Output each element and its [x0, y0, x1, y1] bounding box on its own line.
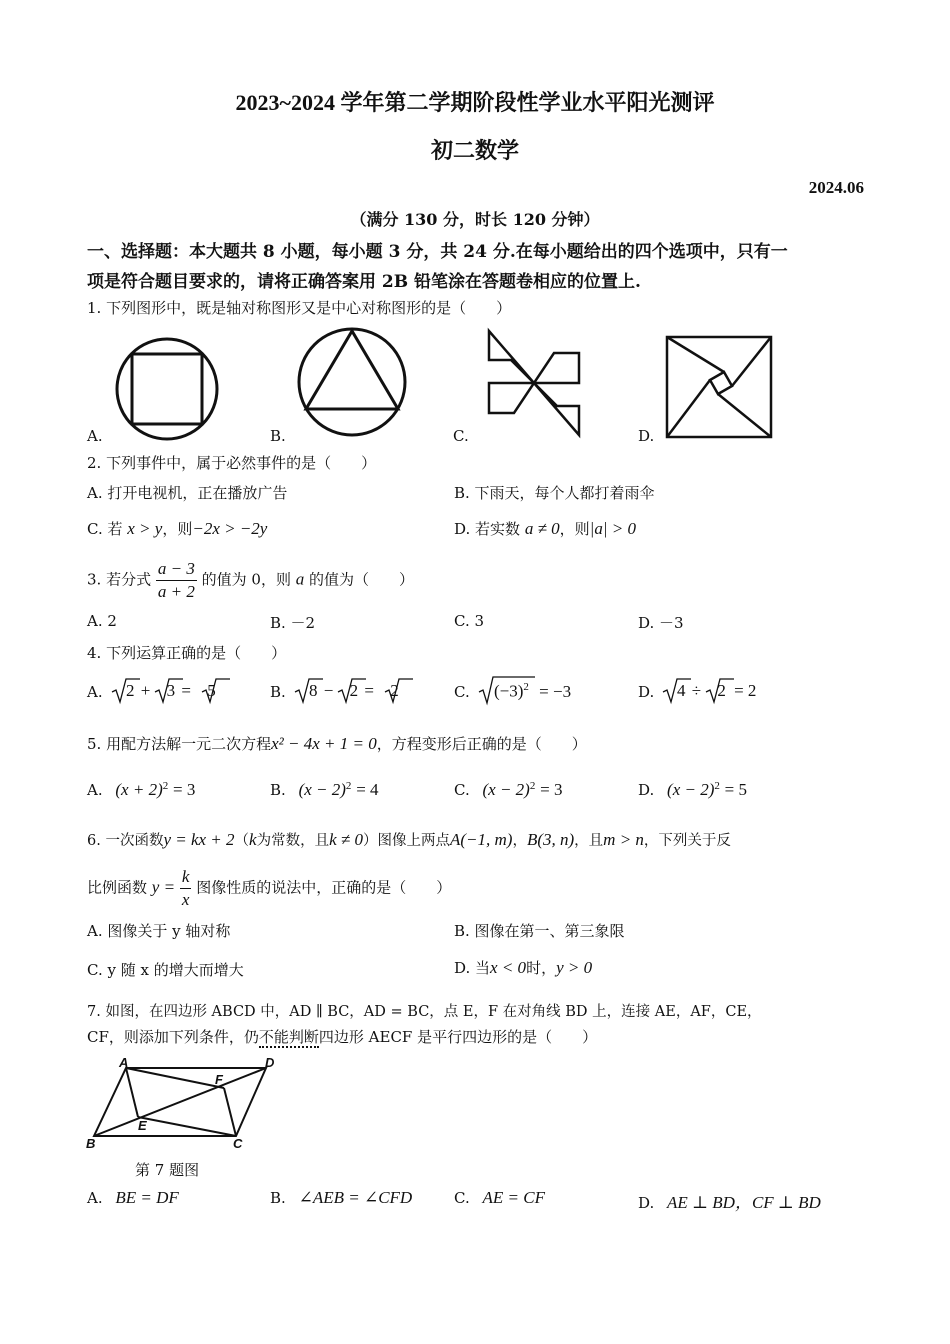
q4-a-2: 3 — [166, 681, 176, 700]
q6-option-d — [454, 957, 592, 978]
q7-c-label: C. — [454, 1189, 470, 1207]
q6-l1-point-b: B(3, n) — [526, 830, 575, 849]
q6-l1-a: 6. 一次函数 — [87, 833, 164, 849]
q6-l2-den: x — [181, 890, 190, 909]
q4-d-expr — [677, 681, 756, 701]
q7-a-text: BE = DF — [115, 1188, 179, 1207]
q1-option-a: A. — [87, 427, 103, 445]
q6-l1-point-a: A(−1, m) — [449, 830, 513, 849]
q2-c-math1: x > y — [127, 519, 163, 538]
q1-option-c: C. — [453, 427, 469, 445]
q4-b-3: 2 — [390, 681, 399, 700]
q5-a-base: (x + 2) — [115, 780, 163, 799]
q5-b-base: (x − 2) — [298, 780, 346, 799]
q3-stem-var: a — [295, 569, 305, 589]
exam-subject: 初二数学 — [430, 138, 519, 163]
q3-stem-post: 的值为（ ） — [309, 570, 415, 589]
q7-c-text: AE = CF — [482, 1188, 545, 1207]
q7-b-text: ∠AEB = ∠CFD — [298, 1188, 413, 1207]
q7-line1: 7. 如图，在四边形 ABCD 中，AD ∥ BC，AD = BC，点 E，F 在对角线 BD 上，连接 AE，AF，CE， — [87, 1004, 762, 1020]
q7-label-e: E — [138, 1118, 147, 1133]
q4-a-eq: = — [181, 681, 191, 700]
q5-a-exp: 2 — [162, 780, 169, 792]
q1-option-b: B. — [270, 427, 286, 445]
q1-stem: 1. 下列图形中，既是轴对称图形又是中心对称图形的是（ ） — [87, 299, 512, 317]
q4-d-rhs: = 2 — [734, 681, 757, 700]
q4-b-eq: = — [364, 681, 374, 700]
section1-line1: 一、选择题：本大题共 8 小题，每小题 3 分，共 24 分.在每小题给出的四个选项中，只有一 — [87, 242, 788, 262]
q5-d-rhs: = 5 — [724, 780, 748, 799]
q3-option-c: C. 3 — [454, 612, 485, 630]
q7-option-c — [454, 1188, 545, 1208]
q4-c-expr — [494, 681, 571, 702]
q7-caption: 第 7 题图 — [135, 1161, 200, 1179]
q7-option-d — [638, 1188, 821, 1213]
q2-stem: 2. 下列事件中，属于必然事件的是（ ） — [87, 454, 377, 472]
q6-option-a: A. 图像关于 y 轴对称 — [87, 922, 231, 940]
q6-l2-fraction — [180, 866, 192, 911]
q6-option-c: C. y 随 x 的增大而增大 — [87, 961, 244, 979]
q4-stem: 4. 下列运算正确的是（ ） — [87, 644, 287, 662]
q2-option-a: A. 打开电视机，正在播放广告 — [87, 484, 288, 502]
q6-l1-g: ，下列关于反 — [643, 833, 731, 849]
q6-d-m1: x < 0 — [490, 958, 527, 977]
q3-option-b: B. －2 — [270, 614, 316, 632]
q1-figure-d — [664, 334, 774, 440]
section1-line2: 项是符合题目要求的，请将正确答案用 2B 铅笔涂在答题卷相应的位置上. — [87, 272, 641, 292]
q2-option-c — [87, 518, 267, 539]
q6-d-pre: D. 当 — [454, 959, 491, 977]
q6-l1-k: k — [249, 830, 257, 849]
q5-c-label: C. — [454, 781, 470, 799]
q6-l1-cond: k ≠ 0 — [329, 830, 363, 849]
q5-c-base: (x − 2) — [482, 780, 530, 799]
q4-d-op1: ÷ — [691, 681, 702, 700]
q6-l2-y: y = — [151, 877, 176, 897]
q6-l1-func: y = kx + 2 — [163, 830, 235, 849]
q4-b-expr — [309, 681, 399, 701]
q7-label-c: C — [233, 1136, 243, 1151]
q5-d-base: (x − 2) — [667, 780, 715, 799]
q6-line1 — [87, 829, 731, 850]
q5-d-exp: 2 — [714, 780, 720, 792]
q7-label-b: B — [86, 1136, 96, 1151]
q7-l2-post: 四边形 AECF 是平行四边形的是（ ） — [318, 1028, 598, 1046]
q4-c-rhs: = −3 — [539, 681, 572, 701]
q3-stem-mid: 的值为 0，则 — [201, 570, 291, 589]
q6-option-b: B. 图像在第一、第三象限 — [454, 922, 625, 940]
q7-option-a — [87, 1188, 179, 1208]
q4-option-b-label: B. — [270, 683, 286, 701]
q5-b-exp: 2 — [345, 780, 352, 792]
q4-b-2: 2 — [349, 681, 359, 700]
q2-c-math2: −2x > −2y — [192, 519, 268, 538]
q2-c-prefix: C. 若 — [87, 520, 123, 538]
q6-l1-e: ， — [512, 833, 527, 849]
q4-option-a-label: A. — [87, 683, 103, 701]
q3-stem — [87, 558, 414, 603]
q6-l2-num: k — [180, 866, 192, 889]
q3-fraction — [156, 558, 197, 603]
q5-c-exp: 2 — [529, 780, 536, 792]
q6-line2 — [87, 866, 451, 911]
q1-figure-c — [484, 328, 584, 438]
q5-b-label: B. — [270, 781, 286, 799]
q1-figure-b — [296, 327, 408, 437]
q4-option-c-label: C. — [454, 683, 470, 701]
exam-title: 2023~2024 学年第二学期阶段性学业水平阳光测评 — [235, 90, 715, 115]
q7-l2-emph: 不能判断 — [258, 1028, 319, 1046]
q6-l2-b: 图像性质的说法中，正确的是（ ） — [196, 878, 452, 897]
q5-a-label: A. — [87, 781, 103, 799]
q2-d-math2: |a| > 0 — [589, 519, 636, 538]
q5-stem-pre: 5. 用配方法解一元二次方程 — [87, 735, 272, 753]
q6-l1-b: （ — [234, 833, 250, 849]
q5-c-rhs: = 3 — [540, 780, 563, 799]
q7-label-d: D — [265, 1055, 275, 1070]
q6-d-mid: 时， — [526, 959, 557, 977]
q2-d-prefix: D. 若实数 — [454, 520, 521, 538]
q3-stem-pre: 3. 若分式 — [87, 570, 152, 589]
q4-a-3: 5 — [207, 681, 216, 700]
q6-l1-c: 为常数，且 — [256, 833, 330, 849]
q7-line2 — [87, 1026, 597, 1047]
q4-c-radicand: (−3) — [494, 681, 524, 701]
q6-l1-d: ）图像上两点 — [362, 833, 450, 849]
q7-l2-pre: CF，则添加下列条件，仍 — [87, 1028, 259, 1046]
q5-equation: x² − 4x + 1 = 0 — [271, 734, 377, 753]
q7-d-text: AE ⊥ BD，CF ⊥ BD — [667, 1193, 821, 1212]
q2-d-mid: ，则 — [559, 520, 590, 538]
q5-b-rhs: = 4 — [356, 780, 379, 799]
q4-a-1: 2 — [126, 681, 135, 700]
q3-frac-num: a − 3 — [156, 558, 197, 581]
q5-stem — [87, 733, 587, 754]
q5-a-rhs: = 3 — [173, 780, 196, 799]
q7-b-label: B. — [270, 1189, 286, 1207]
q5-d-label: D. — [638, 781, 655, 799]
q5-option-c — [454, 780, 562, 800]
q2-c-mid: ，则 — [162, 520, 193, 538]
q7-a-label: A. — [87, 1189, 103, 1207]
q4-a-op1: + — [140, 681, 151, 700]
q5-stem-post: ，方程变形后正确的是（ ） — [376, 735, 587, 753]
q3-frac-den: a + 2 — [157, 582, 195, 601]
q2-d-math1: a ≠ 0 — [524, 519, 560, 538]
exam-date: 2024.06 — [808, 178, 864, 197]
q3-option-a: A. 2 — [87, 612, 117, 630]
q7-figure — [86, 1056, 286, 1152]
q6-l1-cmp: m > n — [603, 830, 644, 849]
q4-d-2: 2 — [717, 681, 726, 700]
q7-option-b — [270, 1188, 412, 1208]
q5-option-a — [87, 780, 195, 800]
q5-option-d — [638, 780, 747, 800]
q1-option-d: D. — [638, 427, 655, 445]
q1-figure-a — [113, 335, 221, 443]
q4-c-exp: 2 — [523, 681, 529, 693]
q7-label-f: F — [215, 1072, 223, 1087]
q7-d-label: D. — [638, 1194, 655, 1212]
q6-l1-f: ，且 — [574, 833, 604, 849]
q5-option-b — [270, 780, 379, 800]
q4-option-d-label: D. — [638, 683, 655, 701]
q4-b-op1: − — [323, 681, 334, 700]
q6-l2-a: 比例函数 — [87, 878, 148, 897]
q2-option-d — [454, 518, 636, 539]
q3-option-d: D. －3 — [638, 614, 684, 632]
q6-d-m2: y > 0 — [556, 958, 593, 977]
q4-a-expr — [126, 681, 216, 701]
q7-label-a: A — [119, 1055, 129, 1070]
exam-info: （满分 130 分，时长 120 分钟） — [350, 210, 600, 229]
q4-d-1: 4 — [677, 681, 686, 700]
q4-b-1: 8 — [309, 681, 318, 700]
q2-option-b: B. 下雨天，每个人都打着雨伞 — [454, 484, 655, 502]
